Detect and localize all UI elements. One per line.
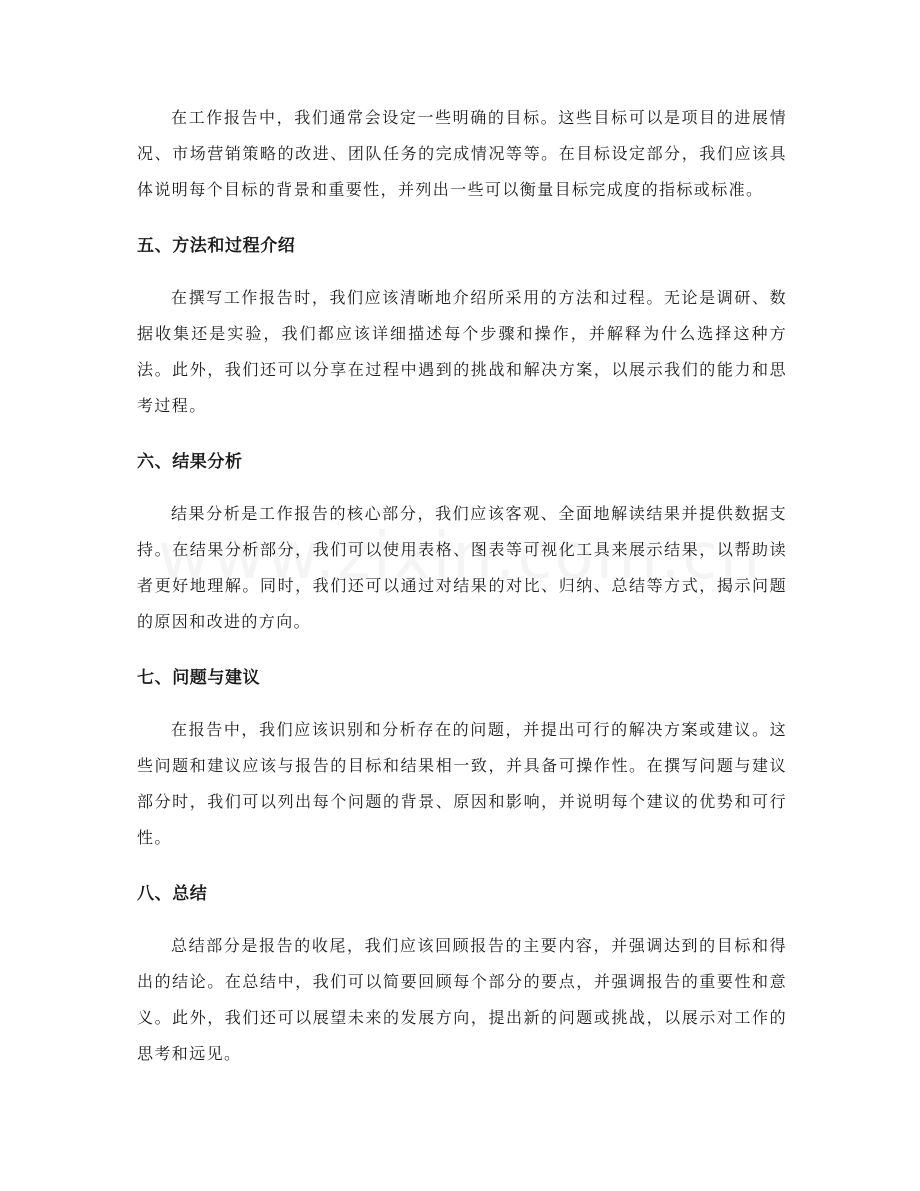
document-body bbox=[137, 100, 787, 1072]
section-heading-issues: 七、问题与建议 bbox=[137, 668, 261, 688]
section-heading-results: 六、结果分析 bbox=[137, 452, 243, 472]
section-paragraph-summary: 总结部分是报告的收尾，我们应该回顾报告的主要内容，并强调达到的目标和得出的结论。在总结中，我们可以简要回顾每个部分的要点，并强调报告的重要性和意义。此外，我们还可以展望未来的发展方向，提出新的问题或挑战，以展示对工作的思考和远见。 bbox=[137, 936, 787, 1063]
section-heading-summary: 八、总结 bbox=[137, 884, 208, 904]
intro-paragraph: 在工作报告中，我们通常会设定一些明确的目标。这些目标可以是项目的进展情况、市场营销策略的改进、团队任务的完成情况等等。在目标设定部分，我们应该具体说明每个目标的背景和重要性，并列出一些可以衡量目标完成度的指标或标准。 bbox=[137, 108, 787, 199]
section-paragraph-methods: 在撰写工作报告时，我们应该清晰地介绍所采用的方法和过程。无论是调研、数据收集还是实验，我们都应该详细描述每个步骤和操作，并解释为什么选择这种方法。此外，我们还可以分享在过程中遇到的挑战和解决方案，以展示我们的能力和思考过程。 bbox=[137, 288, 787, 415]
section-paragraph-results: 结果分析是工作报告的核心部分，我们应该客观、全面地解读结果并提供数据支持。在结果分析部分，我们可以使用表格、图表等可视化工具来展示结果，以帮助读者更好地理解。同时，我们还可以通过对结果的对比、归纳、总结等方式，揭示问题的原因和改进的方向。 bbox=[137, 504, 787, 631]
section-heading-methods: 五、方法和过程介绍 bbox=[137, 236, 296, 256]
section-paragraph-issues: 在报告中，我们应该识别和分析存在的问题，并提出可行的解决方案或建议。这些问题和建议应该与报告的目标和结果相一致，并具备可操作性。在撰写问题与建议部分时，我们可以列出每个问题的背景、原因和影响，并说明每个建议的优势和可行性。 bbox=[137, 720, 787, 847]
